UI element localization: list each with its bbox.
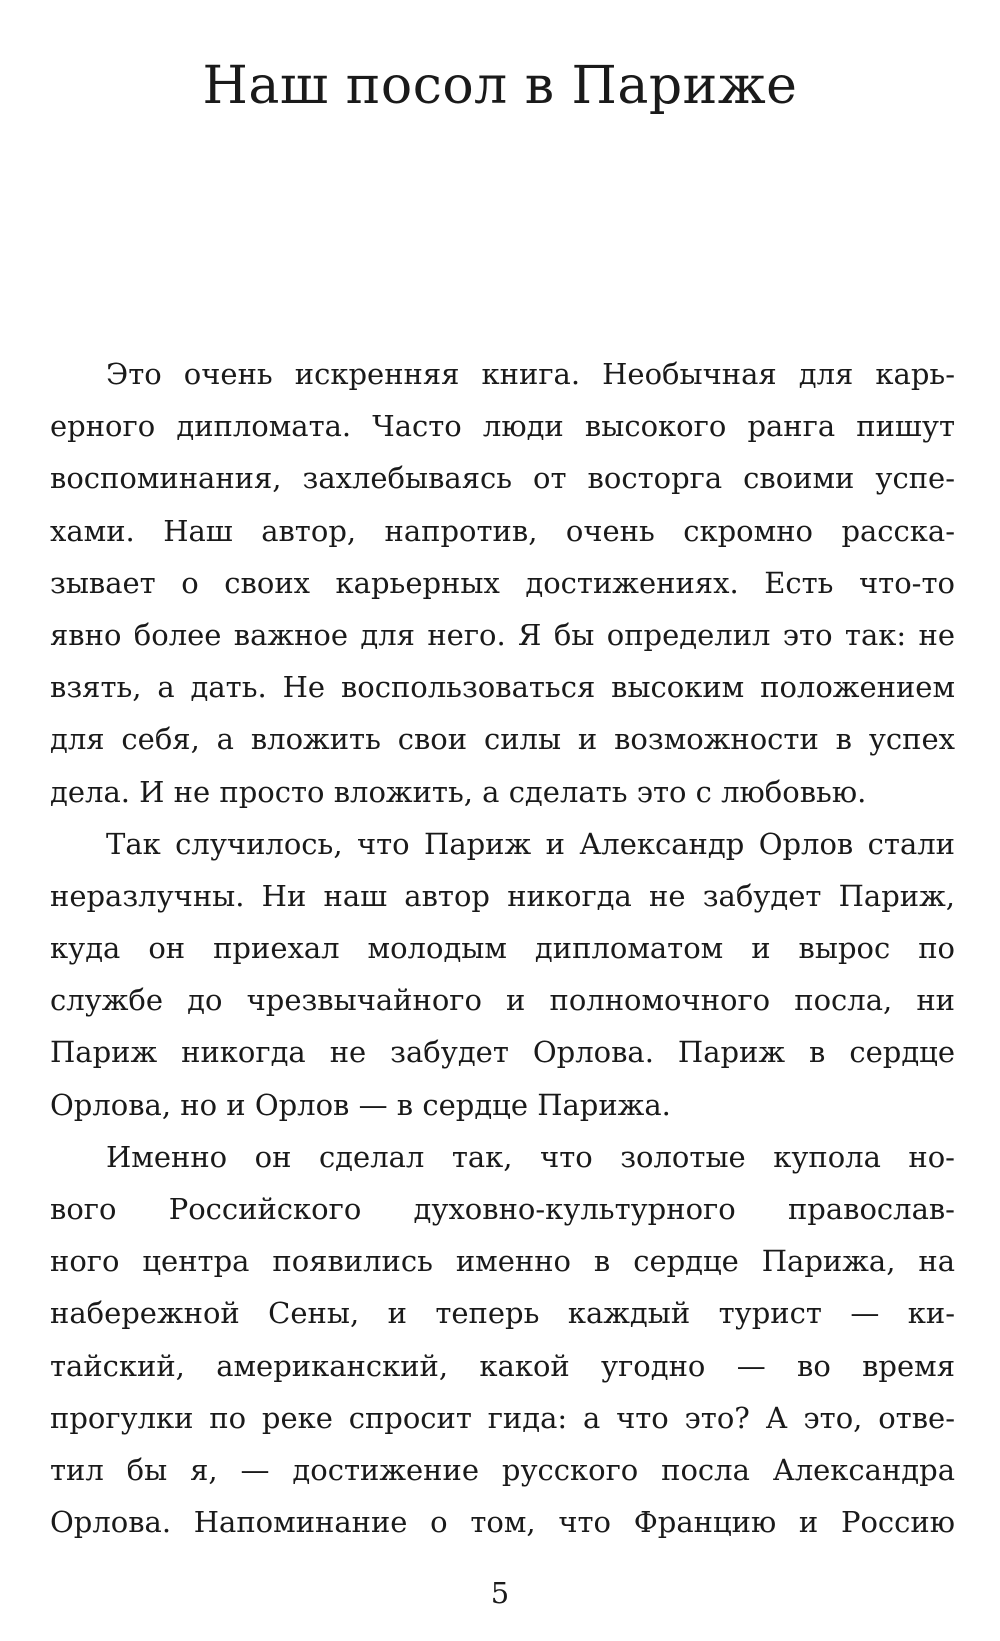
text-line: вого Российского духовно-культурного православ- (50, 1192, 955, 1226)
text-line: Орлова. Напоминание о том, что Францию и Россию (50, 1505, 955, 1540)
text-line: Это очень искренняя книга. Необычная для карь- (106, 357, 955, 391)
text-line: службе до чрезвычайного и полномочного посла, ни (50, 983, 955, 1018)
text-line: воспоминания, захлебываясь от восторга своими успе- (50, 461, 955, 496)
text-line: Именно он сделал так, что золотые купола но- (106, 1139, 955, 1174)
text-line: прогулки по реке спросит гида: а что это? А это, отве- (50, 1400, 955, 1435)
page-title: Наш посол в Париже (202, 56, 798, 116)
text-line: набережной Сены, и теперь каждый турист — ки- (50, 1296, 955, 1331)
text-line: ного центра появились именно в сердце Парижа, на (50, 1244, 955, 1279)
text-line: взять, а дать. Не воспользоваться высоким положением (50, 670, 955, 705)
text-line: хами. Наш автор, напротив, очень скромно расска- (50, 513, 955, 548)
text-line: неразлучны. Ни наш автор никогда не забудет Париж, (50, 878, 955, 913)
body-text (50, 348, 955, 1548)
page-number: 5 (490, 1576, 510, 1610)
text-line: куда он приехал молодым дипломатом и вырос по (50, 931, 955, 966)
text-line: дела. И не просто вложить, а сделать это с любовью. (50, 774, 867, 809)
text-line: явно более важное для него. Я бы определил это так: не (50, 617, 955, 652)
text-line: Париж никогда не забудет Орлова. Париж в сердце (50, 1035, 955, 1070)
text-line: зывает о своих карьерных достижениях. Есть что-то (50, 565, 955, 600)
text-line: ерного дипломата. Часто люди высокого ранга пишут (50, 409, 955, 444)
text-line: Орлова, но и Орлов — в сердце Парижа. (50, 1087, 671, 1122)
text-line: тил бы я, — достижение русского посла Александра (50, 1452, 955, 1487)
text-line: Так случилось, что Париж и Александр Орлов стали (106, 826, 955, 861)
text-line: тайский, американский, какой угодно — во время (50, 1348, 955, 1383)
text-line: для себя, а вложить свои силы и возможности в успех (50, 722, 955, 757)
